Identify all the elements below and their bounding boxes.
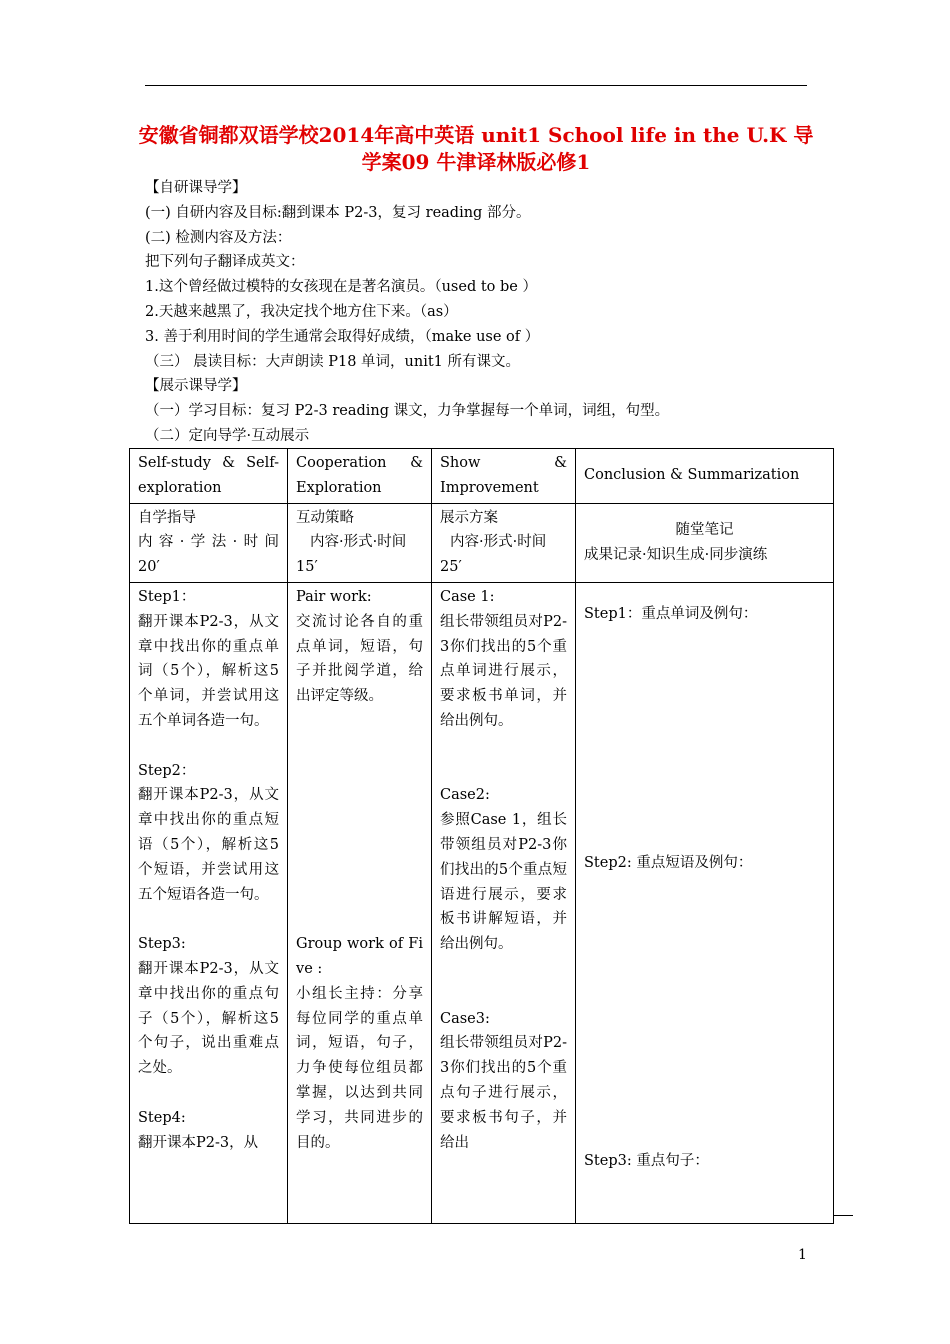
translate-instruction: 把下列句子翻译成英文： — [145, 254, 305, 271]
guide-table — [129, 448, 834, 1224]
title-line-1: 安徽省铜都双语学校2014年高中英语 unit1 School life in the U.K 导 — [138, 123, 814, 147]
subheader-show: 展示方案 内容·形式·时间 25′ — [432, 503, 576, 582]
header-rule — [145, 85, 807, 86]
translate-item-3: 3. 善于利用时间的学生通常会取得好成绩，（make use of ） — [145, 328, 540, 345]
subheader-cooperation: 互动策略 内容·形式·时间 15′ — [288, 503, 432, 582]
table-header-row — [130, 449, 834, 504]
guided-learning-heading: （二）定向导学·互动展示 — [145, 427, 310, 444]
header-show: Show & Improvement — [432, 449, 576, 504]
self-study-goal: (一) 自研内容及目标:翻到课本 P2-3，复习 reading 部分。 — [145, 204, 531, 221]
morning-reading-goal: （三） 晨读目标：大声朗读 P18 单词，unit1 所有课文。 — [145, 353, 521, 370]
table-edge-rule — [833, 1215, 853, 1216]
notes-step2: Step2: 重点短语及例句： — [584, 854, 753, 871]
check-method-heading: (二) 检测内容及方法： — [145, 229, 292, 246]
show-cases: Case 1: 组长带领组员对P2-3你们找出的5个重点单词进行展示，要求板书单词，并给出例句。 Case2: 参照Case 1，组长带领组员对P2-3你们找出的5个重点短语进行展示，要求板书讲解短语，并给出例句。 Case3: 组长带领组员对P2-3你们找出的5个重点句子进行展示，要求板书句子，并给出 — [432, 582, 576, 1223]
translate-item-2: 2.天越来越黑了，我决定找个地方住下来。（as） — [145, 303, 458, 320]
table-body-row — [130, 582, 834, 1223]
subheader-notes: 随堂笔记 成果记录·知识生成·同步演练 — [576, 503, 834, 582]
notes-column — [576, 582, 834, 1223]
notes-step3: Step3: 重点句子： — [584, 1152, 709, 1169]
subheader-self-study: 自学指导 内容·学法·时间 20′ — [130, 503, 288, 582]
header-self-study: Self-study & Self- exploration — [130, 449, 288, 504]
intro-section — [145, 176, 825, 449]
section-heading-show: 【展示课导学】 — [145, 378, 247, 395]
document-title — [120, 122, 832, 176]
notes-step1: Step1：重点单词及例句： — [584, 605, 758, 622]
section-heading-self-study: 【自研课导学】 — [145, 180, 247, 196]
header-conclusion: Conclusion & Summarization — [576, 449, 834, 504]
self-study-steps: Step1： 翻开课本P2-3，从文章中找出你的重点单词（5个），解析这5个单词，并尝试用这五个单词各造一句。 Step2： 翻开课本P2-3，从文章中找出你的重点短语（5个），解析这5个短语，并尝试用这五个短语各造一句。 Step3: 翻开课本P2-3，从文章中找出你的重点句子（5个），解析这5个句子，说出重难点之处。 Step4: 翻开课本P2-3，从 — [130, 582, 288, 1223]
title-line-2: 学案09 牛津译林版必修1 — [361, 150, 591, 174]
header-cooperation: Cooperation & Exploration — [288, 449, 432, 504]
translate-item-1: 1.这个曾经做过模特的女孩现在是著名演员。（used to be ） — [145, 279, 537, 296]
cooperation-strategies: Pair work: 交流讨论各自的重点单词，短语，句子并批阅学道，给出评定等级。 Group work of Five : 小组长主持：分享每位同学的重点单词，短语，句子，力争使每位组员都掌握，以达到共同学习，共同进步的目的。 — [288, 582, 432, 1223]
page-number: 1 — [798, 1247, 807, 1263]
table-subheader-row — [130, 503, 834, 582]
learning-goal: （一）学习目标：复习 P2-3 reading 课文，力争掌握每一个单词，词组，句型。 — [145, 403, 670, 420]
